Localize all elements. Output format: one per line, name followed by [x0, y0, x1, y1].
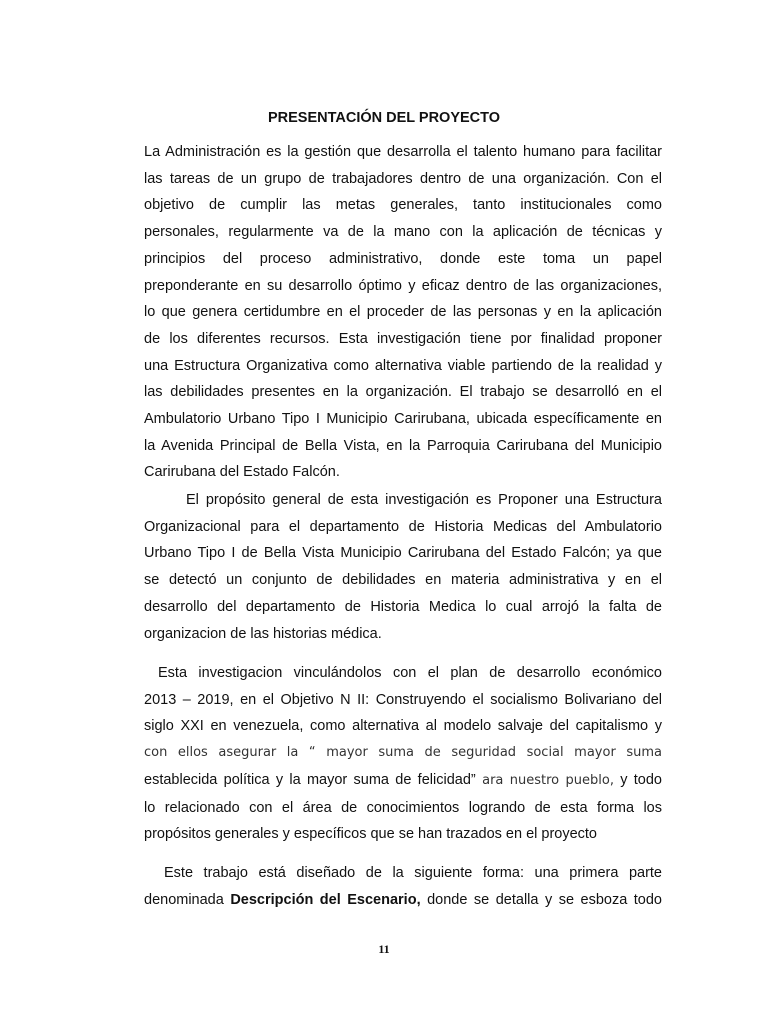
text-line: una Estructura Organizativa como alternativa viable partiendo de la realidad y — [144, 357, 662, 374]
paragraph-intro — [144, 139, 662, 486]
text-line: 2013 – 2019, en el Objetivo N II: Construyendo el socialismo Bolivariano del — [144, 691, 662, 708]
text-line: preponderante en su desarrollo óptimo y eficaz dentro de las organizaciones, — [144, 277, 662, 294]
text-line: El propósito general de esta investigación es Proponer una Estructura — [186, 492, 662, 508]
paragraph-development-plan — [144, 660, 662, 848]
text-line: la Avenida Principal de Bella Vista, en la Parroquia Carirubana del Municipio — [144, 437, 662, 454]
text-segment: establecida política y la mayor suma de felicidad” — [144, 771, 476, 788]
text-line: Esta investigacion vinculándolos con el plan de desarrollo económico — [158, 665, 662, 681]
text-segment: denominada — [144, 891, 231, 908]
text-line: siglo XXI en venezuela, como alternativa al modelo salvaje del capitalismo y — [144, 718, 662, 735]
text-line: con ellos asegurar la “ mayor suma de seguridad social mayor suma — [144, 745, 662, 761]
text-line: principios del proceso administrativo, donde este toma un papel — [144, 250, 662, 267]
text-line — [144, 887, 662, 914]
text-line: desarrollo del departamento de Historia Medica lo cual arrojó la falta de — [144, 598, 662, 615]
text-line: de los diferentes recursos. Esta investigación tiene por finalidad proponer — [144, 330, 662, 347]
text-segment: ara nuestro pueblo, — [475, 772, 614, 788]
page-number: 11 — [378, 942, 390, 956]
text-line: las tareas de un grupo de trabajadores dentro de una organización. Con el — [144, 170, 662, 187]
paragraph-structure — [144, 860, 662, 913]
text-line: Ambulatorio Urbano Tipo I Municipio Carirubana, ubicada específicamente en — [144, 411, 662, 428]
text-line: lo relacionado con el área de conocimientos logrando de esta forma los — [144, 799, 662, 816]
text-line: propósitos generales y específicos que se han trazados en el proyecto — [144, 826, 597, 843]
page-title: PRESENTACIÓN DEL PROYECTO — [267, 110, 501, 126]
text-segment: y todo — [613, 771, 662, 788]
text-line: las debilidades presentes en la organización. El trabajo se desarrolló en el — [144, 384, 662, 401]
text-line: Este trabajo está diseñado de la siguiente forma: una primera parte — [164, 865, 662, 881]
text-line: La Administración es la gestión que desarrolla el talento humano para facilitar — [144, 144, 662, 160]
text-segment: donde se detalla y se esboza todo — [420, 891, 662, 908]
text-line: Carirubana del Estado Falcón. — [144, 464, 340, 481]
text-line: lo que genera certidumbre en el proceder de las personas y en la aplicación — [144, 304, 662, 321]
paragraph-purpose — [144, 487, 662, 647]
text-line: objetivo de cumplir las metas generales, tanto institucionales como — [144, 197, 662, 214]
text-line: Urbano Tipo I de Bella Vista Municipio Carirubana del Estado Falcón; ya que — [144, 545, 662, 562]
text-line: se detectó un conjunto de debilidades en materia administrativa y en el — [144, 572, 662, 589]
text-line: Organizacional para el departamento de Historia Medicas del Ambulatorio — [144, 518, 662, 535]
text-line: organizacion de las historias médica. — [144, 625, 382, 642]
bold-term: Descripción del Escenario, — [230, 891, 421, 908]
text-line: personales, regularmente va de la mano con la aplicación de técnicas y — [144, 224, 662, 241]
text-line — [144, 767, 662, 795]
